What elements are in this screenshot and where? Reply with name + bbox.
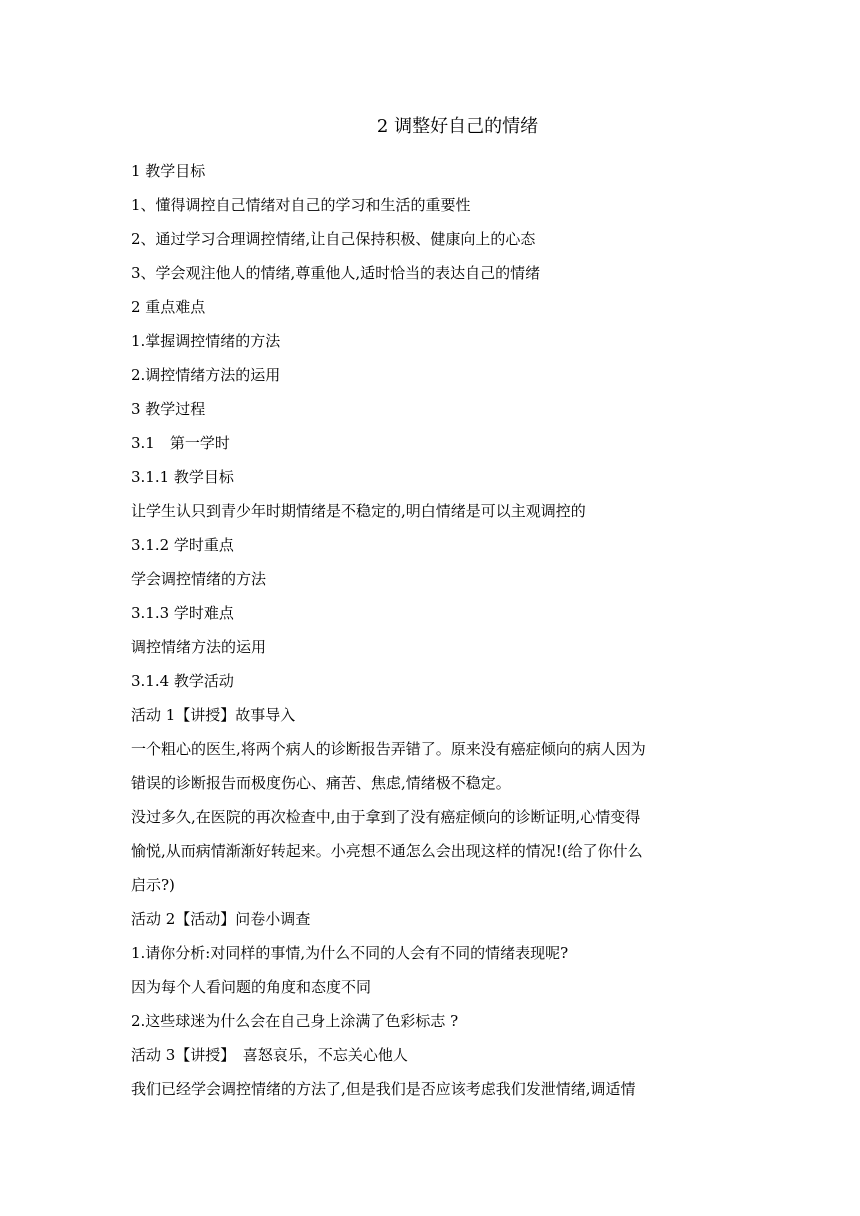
text-line: 调控情绪方法的运用: [131, 638, 267, 656]
text-line: 因为每个人看问题的角度和态度不同: [131, 978, 372, 996]
text-line: 愉悦,从而病情渐渐好转起来。小亮想不通怎么会出现这样的情况!(给了你什么: [131, 842, 643, 860]
text-line: 3.1.4 教学活动: [131, 672, 234, 690]
text-line: 3 教学过程: [131, 400, 206, 418]
text-line: 2.调控情绪方法的运用: [131, 366, 281, 384]
document-title: 2 调整好自己的情绪: [376, 116, 539, 137]
text-line: 活动 2【活动】问卷小调查: [131, 910, 311, 928]
text-line: 没过多久,在医院的再次检查中,由于拿到了没有癌症倾向的诊断证明,心情变得: [131, 808, 641, 826]
text-line: 1.掌握调控情绪的方法: [131, 332, 281, 350]
text-line: 1.请你分析:对同样的事情,为什么不同的人会有不同的情绪表现呢?: [131, 944, 569, 962]
text-line: 2.这些球迷为什么会在自己身上涂满了色彩标志 ?: [131, 1012, 459, 1030]
text-line: 1 教学目标: [131, 162, 206, 180]
text-line: 3.1.3 学时难点: [131, 604, 234, 622]
text-line: 活动 1【讲授】故事导入: [131, 706, 296, 724]
text-line: 3.1 第一学时: [131, 434, 230, 452]
text-line: 活动 3【讲授】 喜怒哀乐，不忘关心他人: [131, 1046, 408, 1064]
text-line: 3.1.1 教学目标: [131, 468, 234, 486]
text-line: 学会调控情绪的方法: [131, 570, 267, 588]
text-line: 错误的诊断报告而极度伤心、痛苦、焦虑,情绪极不稳定。: [131, 774, 511, 792]
text-line: 2 重点难点: [131, 298, 206, 316]
text-line: 我们已经学会调控情绪的方法了,但是我们是否应该考虑我们发泄情绪,调适情: [131, 1080, 636, 1098]
text-line: 启示?): [131, 876, 175, 894]
document-body: [131, 154, 731, 1106]
text-line: 2、通过学习合理调控情绪,让自己保持积极、健康向上的心态: [131, 230, 536, 248]
text-line: 3、学会观注他人的情绪,尊重他人,适时恰当的表达自己的情绪: [131, 264, 541, 282]
text-line: 3.1.2 学时重点: [131, 536, 234, 554]
text-line: 让学生认只到青少年时期情绪是不稳定的,明白情绪是可以主观调控的: [131, 502, 586, 520]
text-line: 一个粗心的医生,将两个病人的诊断报告弄错了。原来没有癌症倾向的病人因为: [131, 740, 646, 758]
text-line: 1、懂得调控自己情绪对自己的学习和生活的重要性: [131, 196, 471, 214]
